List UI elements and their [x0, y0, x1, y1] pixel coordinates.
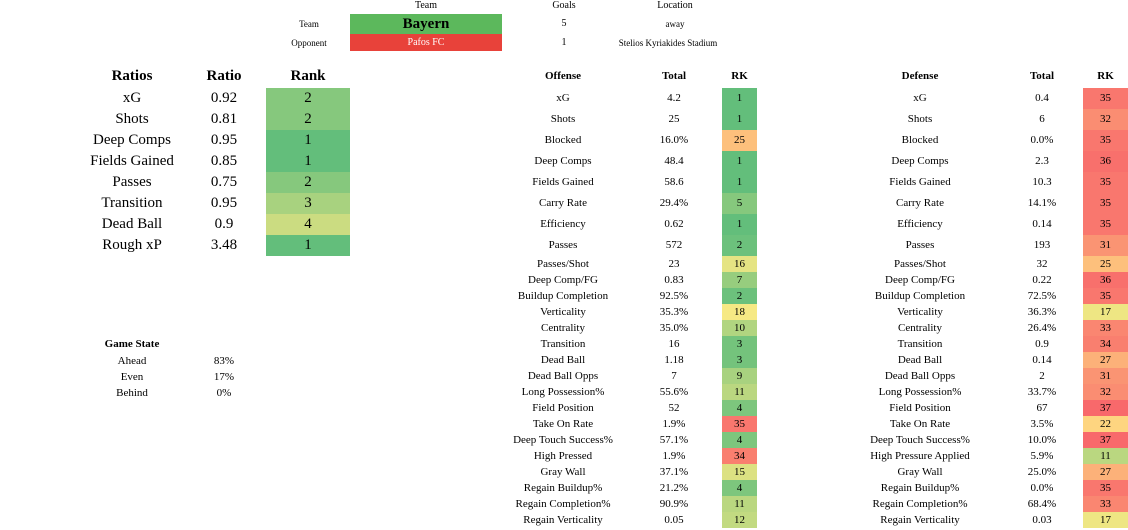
defense-row — [0, 256, 1128, 272]
offense-total: 29.4% — [659, 197, 689, 209]
defense-row — [0, 272, 1128, 288]
defense-total: 33.7% — [1027, 386, 1057, 398]
ratio-name: Passes — [112, 174, 152, 190]
offense-total: 92.5% — [659, 290, 689, 302]
offense-metric: Regain Buildup% — [523, 482, 603, 494]
offense-total: 1.18 — [664, 354, 684, 366]
offense-metric: Field Position — [532, 402, 594, 414]
offense-rank: 1 — [722, 151, 757, 172]
offense-rank: 4 — [722, 480, 757, 496]
defense-total: 0.14 — [1032, 218, 1052, 230]
offense-rank: 4 — [722, 400, 757, 416]
defense-metric: Efficiency — [897, 218, 943, 230]
ratio-value: 0.9 — [214, 216, 234, 232]
ratio-value: 0.75 — [210, 174, 238, 190]
offense-total: 25 — [668, 113, 680, 125]
offense-metric: Shots — [550, 113, 576, 125]
game-state-label: Behind — [116, 387, 148, 399]
offense-total: 7 — [671, 370, 677, 382]
defense-metric: Blocked — [901, 134, 939, 146]
ratio-name: Rough xP — [102, 237, 162, 253]
offense-metric: Fields Gained — [532, 176, 594, 188]
offense-metric: Transition — [540, 338, 586, 350]
offense-metric: Blocked — [544, 134, 582, 146]
ratio-rank: 1 — [266, 151, 350, 172]
defense-total: 26.4% — [1027, 322, 1057, 334]
defense-rank: 31 — [1083, 368, 1128, 384]
offense-rank: 34 — [722, 448, 757, 464]
defense-rank: 22 — [1083, 416, 1128, 432]
defense-metric: Field Position — [889, 402, 951, 414]
defense-rank: 17 — [1083, 512, 1128, 528]
offense-metric: xG — [556, 92, 570, 104]
offense-total: 90.9% — [659, 498, 689, 510]
col-header-team: Team — [414, 0, 438, 11]
defense-rank: 33 — [1083, 496, 1128, 512]
offense-metric: Long Possession% — [521, 386, 605, 398]
defense-total: 193 — [1033, 239, 1051, 251]
ratio-value: 3.48 — [210, 237, 238, 253]
ratio-value: 0.81 — [210, 111, 238, 127]
defense-metric: Transition — [897, 338, 943, 350]
defense-metric: Fields Gained — [889, 176, 951, 188]
defense-rank: 35 — [1083, 172, 1128, 193]
offense-total: 4.2 — [667, 92, 681, 104]
defense-rank: 35 — [1083, 214, 1128, 235]
offense-header-total: Total — [661, 70, 687, 82]
offense-total: 0.62 — [664, 218, 684, 230]
offense-metric: Verticality — [540, 306, 586, 318]
offense-metric: Deep Comp/FG — [528, 274, 598, 286]
defense-rank: 36 — [1083, 272, 1128, 288]
defense-total: 68.4% — [1027, 498, 1057, 510]
defense-total: 0.4 — [1035, 92, 1049, 104]
ratio-rank: 1 — [266, 235, 350, 256]
ratio-rank: 4 — [266, 214, 350, 235]
offense-total: 1.9% — [662, 418, 686, 430]
offense-total: 57.1% — [659, 434, 689, 446]
defense-metric: Buildup Completion — [874, 290, 966, 302]
offense-rank: 25 — [722, 130, 757, 151]
offense-total: 0.83 — [664, 274, 684, 286]
defense-total: 0.0% — [1030, 134, 1054, 146]
defense-row — [0, 464, 1128, 480]
ratio-value: 0.95 — [210, 195, 238, 211]
defense-metric: Regain Verticality — [880, 514, 960, 526]
defense-row — [0, 512, 1128, 528]
defense-total: 72.5% — [1027, 290, 1057, 302]
opponent-goals: 1 — [561, 37, 567, 48]
game-state-label: Even — [120, 371, 144, 383]
offense-total: 52 — [668, 402, 680, 414]
ratio-value: 0.95 — [210, 132, 238, 148]
defense-total: 2 — [1039, 370, 1045, 382]
defense-row — [0, 384, 1128, 400]
defense-rank: 25 — [1083, 256, 1128, 272]
offense-total: 23 — [668, 258, 680, 270]
defense-row — [0, 235, 1128, 256]
ratio-rank: 1 — [266, 130, 350, 151]
defense-metric: High Pressure Applied — [870, 450, 970, 462]
ratio-name: Transition — [101, 195, 163, 211]
defense-total: 0.22 — [1032, 274, 1052, 286]
defense-row — [0, 496, 1128, 512]
offense-total: 37.1% — [659, 466, 689, 478]
offense-rank: 1 — [722, 109, 757, 130]
defense-row — [0, 400, 1128, 416]
defense-rank: 35 — [1083, 88, 1128, 109]
defense-total: 0.0% — [1030, 482, 1054, 494]
offense-rank: 10 — [722, 320, 757, 336]
offense-total: 1.9% — [662, 450, 686, 462]
defense-rank: 33 — [1083, 320, 1128, 336]
offense-total: 21.2% — [659, 482, 689, 494]
offense-total: 16.0% — [659, 134, 689, 146]
offense-metric: Buildup Completion — [517, 290, 609, 302]
offense-rank: 9 — [722, 368, 757, 384]
defense-row — [0, 352, 1128, 368]
team-label: Team — [299, 19, 319, 29]
game-state-title: Game State — [104, 338, 160, 350]
ratio-value: 0.92 — [210, 90, 238, 106]
offense-metric: Carry Rate — [539, 197, 587, 209]
col-header-location: Location — [657, 0, 693, 11]
offense-rank: 1 — [722, 172, 757, 193]
defense-row — [0, 109, 1128, 130]
offense-metric: Regain Verticality — [523, 514, 603, 526]
defense-total: 67 — [1036, 402, 1048, 414]
offense-total: 16 — [668, 338, 680, 350]
defense-total: 0.14 — [1032, 354, 1052, 366]
offense-rank: 1 — [722, 214, 757, 235]
offense-total: 48.4 — [664, 155, 684, 167]
offense-rank: 4 — [722, 432, 757, 448]
game-state-value: 83% — [213, 355, 235, 367]
defense-rank: 36 — [1083, 151, 1128, 172]
game-state-value: 0% — [216, 387, 232, 399]
offense-metric: Regain Completion% — [515, 498, 611, 510]
ratio-name: Fields Gained — [90, 153, 174, 169]
defense-rank: 35 — [1083, 288, 1128, 304]
defense-metric: Centrality — [898, 322, 942, 334]
offense-rank: 11 — [722, 384, 757, 400]
defense-row — [0, 304, 1128, 320]
offense-rank: 3 — [722, 336, 757, 352]
offense-header-rk: RK — [731, 70, 748, 82]
offense-total: 572 — [665, 239, 683, 251]
defense-row — [0, 448, 1128, 464]
defense-total: 0.03 — [1032, 514, 1052, 526]
offense-rank: 12 — [722, 512, 757, 528]
offense-metric: Dead Ball — [540, 354, 586, 366]
game-state-value: 17% — [213, 371, 235, 383]
defense-metric: Deep Comps — [891, 155, 949, 167]
col-header-goals: Goals — [552, 0, 576, 11]
defense-rank: 35 — [1083, 480, 1128, 496]
defense-row — [0, 368, 1128, 384]
ratios-header-rank: Rank — [290, 68, 326, 84]
offense-rank: 1 — [722, 88, 757, 109]
offense-metric: Take On Rate — [532, 418, 594, 430]
offense-total: 58.6 — [664, 176, 684, 188]
offense-metric: Efficiency — [540, 218, 586, 230]
defense-total: 6 — [1039, 113, 1045, 125]
offense-rank: 7 — [722, 272, 757, 288]
offense-rank: 35 — [722, 416, 757, 432]
defense-rank: 34 — [1083, 336, 1128, 352]
defense-row — [0, 480, 1128, 496]
defense-metric: Deep Comp/FG — [885, 274, 955, 286]
defense-row — [0, 214, 1128, 235]
offense-metric: Deep Touch Success% — [513, 434, 613, 446]
defense-rank: 35 — [1083, 130, 1128, 151]
defense-row — [0, 320, 1128, 336]
team-name-cell: Bayern — [350, 14, 502, 34]
defense-rank: 27 — [1083, 352, 1128, 368]
opponent-name-cell: Pafos FC — [350, 34, 502, 51]
defense-total: 2.3 — [1035, 155, 1049, 167]
defense-metric: Dead Ball Opps — [884, 370, 956, 382]
defense-metric: Verticality — [897, 306, 943, 318]
offense-rank: 16 — [722, 256, 757, 272]
ratio-name: Shots — [115, 111, 149, 127]
ratio-name: Dead Ball — [101, 216, 163, 232]
offense-metric: Dead Ball Opps — [527, 370, 599, 382]
offense-metric: Deep Comps — [534, 155, 592, 167]
offense-metric: High Pressed — [533, 450, 593, 462]
defense-metric: Regain Completion% — [872, 498, 968, 510]
defense-header-rk: RK — [1097, 70, 1114, 82]
game-state-label: Ahead — [117, 355, 147, 367]
defense-total: 0.9 — [1035, 338, 1049, 350]
defense-row — [0, 432, 1128, 448]
defense-rank: 37 — [1083, 400, 1128, 416]
defense-row — [0, 416, 1128, 432]
ratio-name: xG — [122, 90, 142, 106]
defense-metric: Passes — [905, 239, 935, 251]
defense-rank: 27 — [1083, 464, 1128, 480]
offense-metric: Centrality — [541, 322, 585, 334]
offense-rank: 15 — [722, 464, 757, 480]
offense-metric: Gray Wall — [540, 466, 586, 478]
defense-row — [0, 336, 1128, 352]
defense-rank: 32 — [1083, 384, 1128, 400]
opponent-location: Stelios Kyriakides Stadium — [618, 38, 718, 48]
offense-rank: 11 — [722, 496, 757, 512]
ratio-rank: 2 — [266, 88, 350, 109]
defense-total: 3.5% — [1030, 418, 1054, 430]
defense-header-total: Total — [1029, 70, 1055, 82]
defense-total: 25.0% — [1027, 466, 1057, 478]
offense-rank: 5 — [722, 193, 757, 214]
defense-row — [0, 172, 1128, 193]
ratio-name: Deep Comps — [93, 132, 171, 148]
offense-total: 35.0% — [659, 322, 689, 334]
ratio-rank: 3 — [266, 193, 350, 214]
defense-metric: xG — [913, 92, 927, 104]
defense-rank: 17 — [1083, 304, 1128, 320]
defense-total: 36.3% — [1027, 306, 1057, 318]
ratio-value: 0.85 — [210, 153, 238, 169]
defense-total: 10.0% — [1027, 434, 1057, 446]
defense-total: 32 — [1036, 258, 1048, 270]
defense-row — [0, 288, 1128, 304]
defense-row — [0, 151, 1128, 172]
defense-total: 5.9% — [1030, 450, 1054, 462]
ratio-rank: 2 — [266, 109, 350, 130]
defense-rank: 11 — [1083, 448, 1128, 464]
offense-rank: 2 — [722, 288, 757, 304]
offense-metric: Passes — [548, 239, 578, 251]
offense-header-metric: Offense — [544, 70, 582, 82]
defense-metric: Dead Ball — [897, 354, 943, 366]
offense-rank: 2 — [722, 235, 757, 256]
offense-total: 0.05 — [664, 514, 684, 526]
team-goals: 5 — [561, 18, 567, 29]
defense-metric: Passes/Shot — [894, 258, 946, 270]
defense-metric: Take On Rate — [889, 418, 951, 430]
ratio-rank: 2 — [266, 172, 350, 193]
offense-metric: Passes/Shot — [537, 258, 589, 270]
defense-metric: Deep Touch Success% — [870, 434, 970, 446]
defense-metric: Carry Rate — [896, 197, 944, 209]
team-location: away — [665, 19, 685, 29]
defense-metric: Gray Wall — [897, 466, 943, 478]
defense-row — [0, 88, 1128, 109]
defense-total: 14.1% — [1027, 197, 1057, 209]
ratios-header-name: Ratios — [111, 68, 153, 84]
opponent-label: Opponent — [291, 38, 327, 48]
defense-rank: 37 — [1083, 432, 1128, 448]
defense-metric: Regain Buildup% — [880, 482, 960, 494]
defense-row — [0, 193, 1128, 214]
offense-rank: 18 — [722, 304, 757, 320]
defense-rank: 31 — [1083, 235, 1128, 256]
offense-total: 35.3% — [659, 306, 689, 318]
defense-metric: Shots — [907, 113, 933, 125]
defense-rank: 35 — [1083, 193, 1128, 214]
offense-total: 55.6% — [659, 386, 689, 398]
defense-header-metric: Defense — [901, 70, 939, 82]
offense-rank: 3 — [722, 352, 757, 368]
defense-total: 10.3 — [1032, 176, 1052, 188]
defense-rank: 32 — [1083, 109, 1128, 130]
ratios-header-ratio: Ratio — [206, 68, 242, 84]
defense-row — [0, 130, 1128, 151]
defense-metric: Long Possession% — [878, 386, 962, 398]
